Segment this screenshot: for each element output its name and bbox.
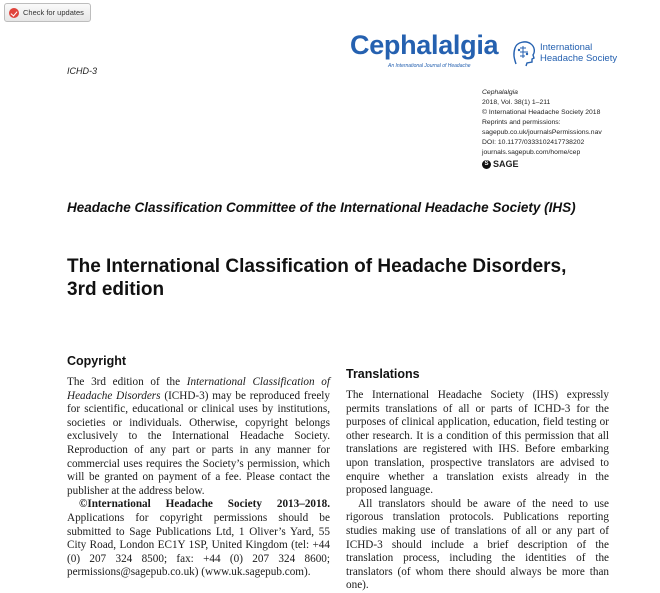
ihs-head-icon xyxy=(508,38,538,68)
copyright-text: The 3rd edition of the xyxy=(67,376,187,388)
pubinfo-journal: Cephalalgia xyxy=(482,89,518,96)
society-name-line1: International xyxy=(540,42,593,53)
pubinfo-home-link[interactable]: journals.sagepub.com/home/cep xyxy=(482,149,581,156)
translations-body xyxy=(346,389,609,593)
translations-heading: Translations xyxy=(346,367,420,381)
publisher-logo xyxy=(482,159,602,169)
permissions-text: Applications for copyright permissions should be submitted to Sage Publications Ltd, 1 Oliver’s Yard, 55 City Road, London EC1Y 1SP, United Kingdom (tel: +44 (0) 207 324 8500; fax: +44 (0) 207 324 8600; permissions@sagepub.co.uk) (www.uk.sagepub.com). xyxy=(67,511,330,579)
publication-info xyxy=(482,88,602,169)
publisher-name: SAGE xyxy=(493,159,519,169)
pubinfo-volume: 2018, Vol. 38(1) 1–211 xyxy=(482,99,551,106)
pubinfo-doi[interactable]: DOI: 10.1177/0333102417738202 xyxy=(482,139,585,146)
update-check-icon xyxy=(9,8,19,18)
check-for-updates-button[interactable] xyxy=(4,3,91,22)
article-title: The International Classification of Headache Disorders, 3rd edition xyxy=(67,256,567,300)
running-head: ICHD-3 xyxy=(67,66,98,76)
sage-icon: S xyxy=(482,160,491,169)
journal-logo: Cephalalgia xyxy=(350,30,499,60)
translations-paragraph-2: All translators should be aware of the need to use rigorous translation protocols. Publications reporting studies making use of translations of all or any part of ICHD-3 should include a brief description of the translation process, including the identities of the translators (of whom there should always be more than one). xyxy=(346,497,609,592)
journal-subtitle: An International Journal of Headache xyxy=(388,63,471,69)
check-for-updates-label: Check for updates xyxy=(23,8,84,17)
copyright-paragraph-2 xyxy=(67,498,330,580)
copyright-text-cont: (ICHD-3) may be reproduced freely for scientific, educational or clinical uses by institutions, societies or individuals. Otherwise, copyright belongs exclusively to the International Headache Society. Reproduction of any part or parts in any manner for commercial uses requires the Society’s permission, which will be granted on payment of a fee. Please contact the publisher at the address below. xyxy=(67,389,330,497)
committee-heading: Headache Classification Committee of the International Headache Society (IHS) xyxy=(67,200,576,215)
pubinfo-copyright: © International Headache Society 2018 xyxy=(482,109,601,116)
copyright-body xyxy=(67,376,330,580)
copyright-heading: Copyright xyxy=(67,354,127,368)
pubinfo-reprints-link[interactable]: sagepub.co.uk/journalsPermissions.nav xyxy=(482,129,602,136)
translations-paragraph-1: The International Headache Society (IHS) expressly permits translations of all or parts of ICHD-3 for the purposes of clinical application, education, field testing or other research. It is a condition of this permission that all translations are registered with IHS. Before embarking upon translation, prospective translators are advised to enquire whether a translation exists already in the proposed language. xyxy=(346,389,609,497)
pubinfo-reprints: Reprints and permissions: xyxy=(482,119,561,126)
society-name xyxy=(540,42,617,64)
copyright-notice: ©International Headache Society 2013–2018. xyxy=(79,498,330,511)
society-name-line2: Headache Society xyxy=(540,53,618,64)
classification-title-italic: International Classification of Headache Disorders xyxy=(67,376,330,402)
copyright-paragraph-1 xyxy=(67,376,330,498)
